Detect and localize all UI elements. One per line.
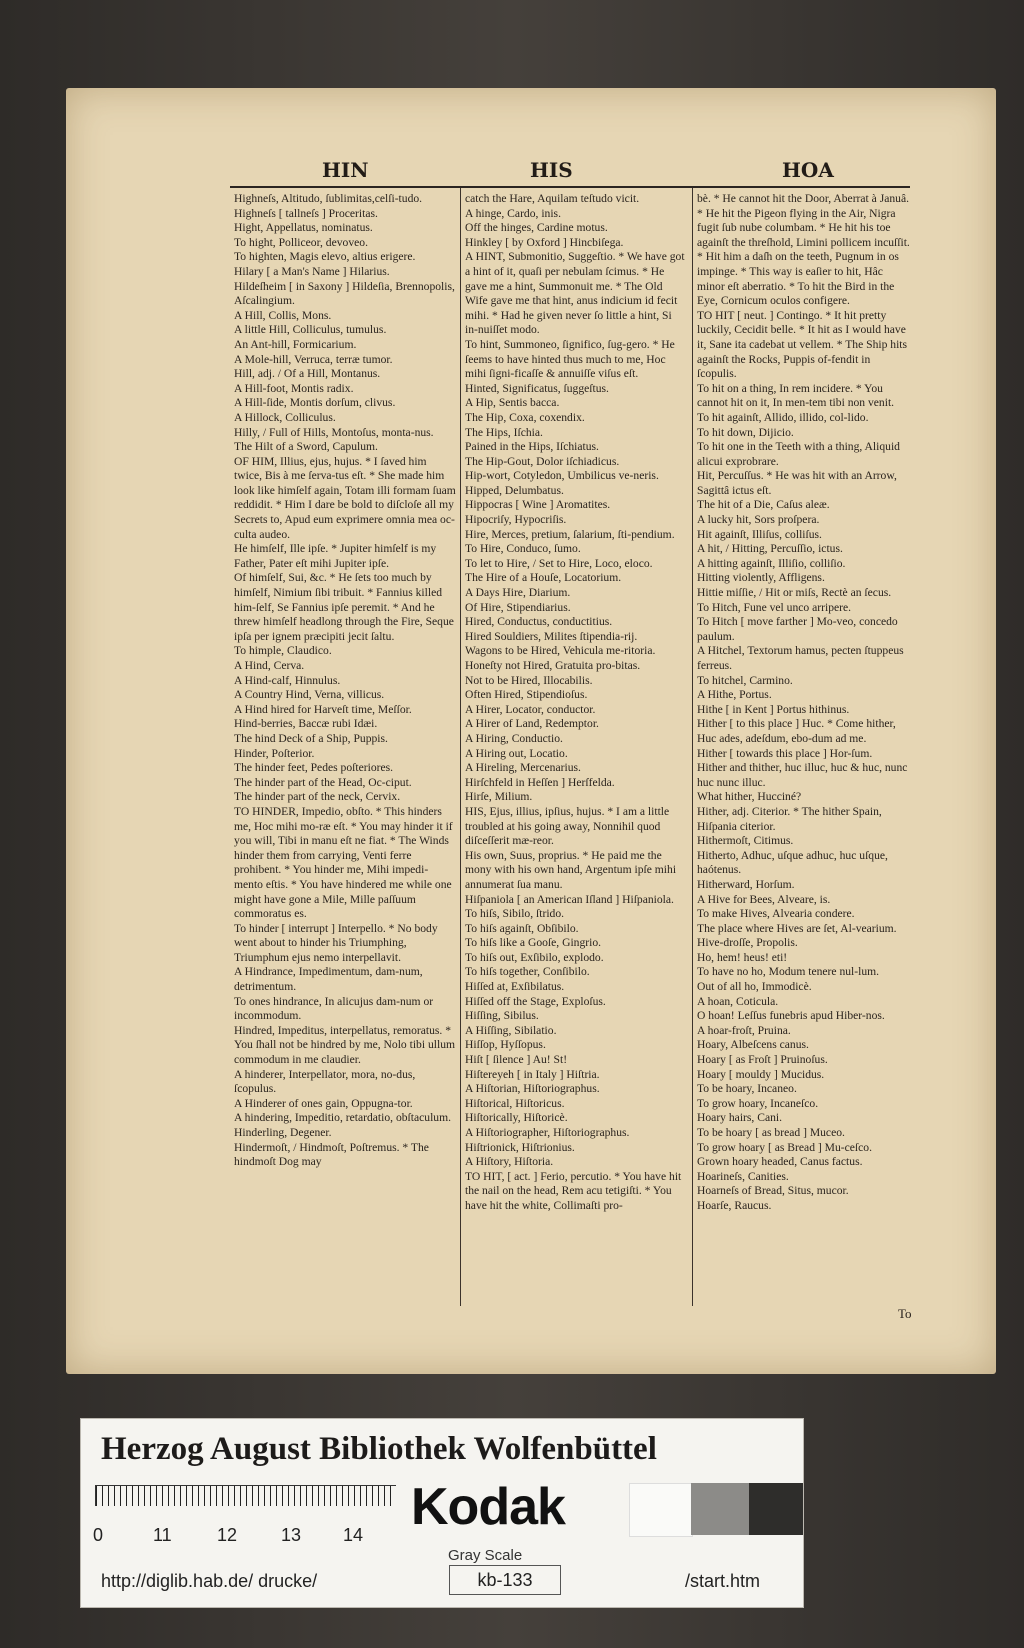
dictionary-entry: Hippocras [ Wine ] Aromatites.: [465, 498, 611, 512]
dictionary-entry: A Country Hind, Verna, villicus.: [234, 688, 385, 702]
dictionary-entry: Hiſſop, Hyſſopus.: [465, 1038, 546, 1052]
column-divider: [460, 188, 461, 1306]
dictionary-entry: A Hindrance, Impedimentum, dam-num, detrimentum.: [234, 965, 423, 994]
dictionary-entry: The Hire of a Houſe, Locatorium.: [465, 571, 622, 585]
dictionary-entry: To hight, Polliceor, devoveo.: [234, 235, 368, 249]
dictionary-entry: Hitherto, Adhuc, uſque adhuc, huc uſque, haótenus.: [697, 848, 888, 877]
dictionary-entry: What hither, Hucciné?: [697, 790, 802, 804]
dictionary-entry: A Hinderer of ones gain, Oppugna-tor.: [234, 1096, 413, 1110]
dictionary-entry: Hip-wort, Cotyledon, Umbilicus ve-neris.: [465, 469, 659, 483]
dictionary-entry: A hinderer, Interpellator, mora, no-dus, ſcopulus.: [234, 1067, 416, 1096]
ruler-scale: [95, 1485, 396, 1520]
dictionary-entry: Highneſs, Altitudo, ſublimitas,celſi-tudo.: [234, 192, 423, 205]
dictionary-entry: The hinder part of the neck, Cervix.: [234, 790, 401, 804]
dictionary-entry: To let to Hire, / Set to Hire, Loco, eloco.: [465, 556, 653, 570]
dictionary-entry: An Ant-hill, Formicarium.: [234, 337, 357, 351]
dictionary-entry: Hoary [ mouldy ] Mucidus.: [697, 1067, 825, 1081]
dictionary-entry: catch the Hare, Aquilam teſtudo vicit.: [465, 192, 640, 205]
dictionary-entry: Hinderling, Degener.: [234, 1126, 332, 1139]
dictionary-entry: A hindering, Impeditio, retardatio, obſtaculum.: [234, 1111, 452, 1125]
dictionary-entry: To hit on a thing, In rem incidere. * You cannot hit on it, In men-tem tibi non venit.: [697, 381, 895, 410]
dictionary-entry: A Hill-foot, Montis radix.: [234, 381, 354, 395]
running-head-middle: HIS: [530, 158, 573, 182]
dictionary-entry: Of himſelf, Sui, &c. * He ſets too much by himſelf, Nimium ſibi tribuit. * Fannius killed him-ſelf, Se Fannius ipſe peremit. * And he threw himſelf headlong through the Fire, Seque ipſa per ignem præcipiti jecit ſaltu.: [234, 571, 454, 643]
dictionary-entry: The Hip-Gout, Dolor iſchiadicus.: [465, 454, 620, 468]
dictionary-entry: To hit one in the Teeth with a thing, Aliquid alicui exprobrare.: [697, 440, 900, 468]
dictionary-entry: To hit down, Dijicio.: [697, 425, 794, 439]
dictionary-entry: Hiſtereyeh [ in Italy ] Hiſtria.: [465, 1067, 600, 1081]
dictionary-entry: To hint, Summoneo, ſignifico, ſug-gero. * He ſeems to have hinted thus much to me, Hoc mihi ſigni-ficaſſe & annuiſſe viſus eſt.: [465, 337, 675, 381]
dictionary-entry: Highneſs [ tallneſs ] Proceritas.: [234, 206, 378, 220]
dictionary-entry: Hire, Merces, pretium, ſalarium, ſti-pendium.: [465, 527, 675, 541]
dictionary-entry: A Hitchel, Textorum hamus, pecten ſtuppeus ferreus.: [697, 644, 904, 672]
dictionary-entry: A hoar-froſt, Pruina.: [697, 1023, 791, 1037]
dictionary-column-3: [697, 192, 912, 1322]
dictionary-entry: Hill, adj. / Of a Hill, Montanus.: [234, 367, 381, 381]
dictionary-entry: A HINT, Submonitio, Suggeſtio. * We have got a hint of it, quaſi per nebulam ſcimus. * He gave me a hint, Summonuit me. * The Old Wife gave me that hint, anus indicium id fecit mihi. * Had he given never ſo little a hint, Si in-nuiſſet modo.: [465, 250, 685, 337]
dictionary-entry: Hoary [ as Froſt ] Pruinoſus.: [697, 1053, 828, 1067]
dictionary-entry: TO HIT [ neut. ] Contingo. * It hit pretty luckily, Cecidit belle. * It hit as I would have it, Sane ita cadebat ut vellem. * The Ship hits againſt the Rocks, Puppis of-fendit in ſcopulis.: [697, 308, 908, 381]
dictionary-entry: Hired, Conductus, conductitius.: [465, 615, 613, 629]
dictionary-entry: Hight, Appellatus, nominatus.: [234, 221, 373, 235]
dictionary-entry: To hiſs, Sibilo, ſtrido.: [465, 907, 565, 921]
dictionary-entry: Hindred, Impeditus, interpellatus, remoratus. * You ſhall not be hindred by me, Nolo tibi ullum commodum in me claudier.: [234, 1023, 456, 1067]
dictionary-entry: To be hoary [ as bread ] Muceo.: [697, 1126, 845, 1139]
dictionary-entry: A Hind, Cerva.: [234, 659, 305, 672]
dictionary-entry: The Hip, Coxa, coxendix.: [465, 410, 585, 424]
dictionary-entry: A Hithe, Portus.: [697, 688, 772, 702]
dictionary-entry: A hinge, Cardo, inis.: [465, 206, 561, 220]
dictionary-entry: A hit, / Hitting, Percuſſio, ictus.: [697, 542, 843, 556]
dictionary-entry: To hitchel, Carmino.: [697, 673, 793, 687]
dictionary-entry: A Hiſtory, Hiſtoria.: [465, 1155, 554, 1169]
dictionary-entry: Hoarneſs of Bread, Situs, mucor.: [697, 1184, 849, 1198]
dictionary-entry: TO HIT, [ act. ] Ferio, percutio. * You have hit the nail on the head, Rem acu tetigiſti. * You have hit the white, Collimaſti pro-: [465, 1169, 682, 1212]
dictionary-entry: A Hill, Collis, Mons.: [234, 308, 332, 322]
dictionary-entry: Hiſtorically, Hiſtoricè.: [465, 1111, 568, 1125]
dictionary-entry: Hit, Percuſſus. * He was hit with an Arrow, Sagittâ ictus eſt.: [697, 469, 897, 497]
dictionary-entry: A hoan, Coticula.: [697, 994, 779, 1008]
dictionary-entry: The hit of a Die, Caſus aleæ.: [697, 498, 830, 512]
dictionary-entry: Hive-droſſe, Propolis.: [697, 936, 798, 950]
dictionary-entry: To hit againſt, Allido, illido, col-lido.: [697, 410, 869, 424]
dictionary-entry: A Hireling, Mercenarius.: [465, 761, 581, 775]
dictionary-entry: Hindermoſt, / Hindmoſt, Poſtremus. * The hindmoſt Dog may: [234, 1140, 429, 1169]
dictionary-entry: Honeſty not Hired, Gratuita pro-bitas.: [465, 659, 641, 672]
dictionary-entry: To hiſs againſt, Obſibilo.: [465, 921, 579, 935]
black-swatch: [749, 1483, 803, 1535]
dictionary-entry: Hirſchfeld in Heſſen ] Herſfelda.: [465, 775, 615, 789]
dictionary-entry: Not to be Hired, Illocabilis.: [465, 673, 593, 687]
dictionary-entry: A Hiring, Conductio.: [465, 731, 563, 745]
dictionary-entry: To himple, Claudico.: [234, 644, 332, 658]
ruler-number: 0: [93, 1525, 104, 1545]
dictionary-entry: To hiſs out, Exſibilo, explodo.: [465, 950, 604, 964]
ruler-numbers: [93, 1525, 393, 1547]
dictionary-entry: Hinted, Significatus, ſuggeſtus.: [465, 381, 609, 395]
dictionary-entry: A Hiſtorian, Hiſtoriographus.: [465, 1082, 600, 1096]
dictionary-entry: To make Hives, Alvearia condere.: [697, 907, 855, 921]
dictionary-entry: Hiſſing, Sibilus.: [465, 1009, 539, 1023]
column-divider: [692, 188, 693, 1306]
color-target-card: [80, 1418, 804, 1608]
dictionary-entry: A Hind hired for Harveſt time, Meſſor.: [234, 702, 412, 716]
dictionary-entry: A Hiſſing, Sibilatio.: [465, 1023, 557, 1037]
dictionary-entry: To Hitch [ move farther ] Mo-veo, concedo paulum.: [697, 615, 898, 643]
dictionary-entry: Off the hinges, Cardine motus.: [465, 221, 608, 235]
dictionary-entry: O hoan! Leſſus funebris apud Hiber-nos.: [697, 1009, 885, 1023]
dictionary-entry: Hiſt [ ſilence ] Au! St!: [465, 1053, 568, 1067]
dictionary-entry: A Hip, Sentis bacca.: [465, 396, 560, 410]
dictionary-entry: A Hill-ſide, Montis dorſum, clivus.: [234, 396, 396, 410]
dictionary-entry: Hinkley [ by Oxford ] Hincbiſega.: [465, 235, 624, 249]
dictionary-entry: The hinder part of the Head, Oc-ciput.: [234, 775, 412, 789]
dictionary-entry: The place where Hives are ſet, Al-vearium.: [697, 921, 897, 935]
dictionary-entry: A lucky hit, Sors proſpera.: [697, 513, 820, 527]
dictionary-entry: Hoarineſs, Canities.: [697, 1169, 789, 1183]
library-url: http://diglib.hab.de/ drucke/: [101, 1571, 318, 1591]
dictionary-entry: A Days Hire, Diarium.: [465, 586, 571, 600]
dictionary-entry: He himſelf, Ille ipſe. * Jupiter himſelf is my Father, Pater eſt mihi Jupiter ipſe.: [234, 542, 437, 570]
dictionary-entry: A Hind-calf, Hinnulus.: [234, 673, 341, 687]
catchword: To: [898, 1306, 912, 1321]
dictionary-entry: Hipocriſy, Hypocriſis.: [465, 513, 567, 527]
dictionary-entry: A Hirer of Land, Redemptor.: [465, 717, 599, 731]
dictionary-entry: A Hive for Bees, Alveare, is.: [697, 892, 831, 906]
dictionary-entry: The hind Deck of a Ship, Puppis.: [234, 731, 388, 745]
dictionary-entry: To have no ho, Modum tenere nul-lum.: [697, 965, 880, 979]
dictionary-entry: To Hitch, Fune vel unco arripere.: [697, 600, 852, 614]
library-title: Herzog August Bibliothek Wolfenbüttel: [101, 1431, 657, 1467]
dictionary-entry: OF HIM, Illius, ejus, hujus. * I ſaved him twice, Bis à me ſerva-tus eſt. * She made him look like himſelf again, Totam illi formam ſuam reddidit. * Him I dare be bold to diſcloſe all my Secrets to, Apud eum exprimere omnia mea oc-culta audeo.: [234, 454, 456, 541]
dictionary-entry: Hiſtorical, Hiſtoricus.: [465, 1096, 565, 1110]
dictionary-entry: To ones hindrance, In alicujus dam-num or incommodum.: [234, 994, 434, 1023]
ruler-number: 12: [217, 1525, 238, 1545]
dictionary-entry: A hitting againſt, Illiſio, colliſio.: [697, 556, 846, 570]
dictionary-entry: A Hirer, Locator, conductor.: [465, 702, 596, 716]
dictionary-entry: Hind-berries, Baccæ rubi Idæi.: [234, 717, 378, 731]
dictionary-entry: A Hiſtoriographer, Hiſtoriographus.: [465, 1126, 630, 1139]
dictionary-entry: A little Hill, Colliculus, tumulus.: [234, 323, 387, 337]
dictionary-entry: Hoarſe, Raucus.: [697, 1198, 772, 1212]
dictionary-entry: Hilary [ a Man's Name ] Hilarius.: [234, 264, 390, 278]
dictionary-entry: Hitting violently, Affligens.: [697, 571, 825, 585]
dictionary-entry: Hitherward, Horſum.: [697, 877, 795, 891]
start-link: /start.htm: [685, 1571, 761, 1591]
dictionary-entry: Hoary hairs, Cani.: [697, 1111, 783, 1125]
dictionary-entry: TO HINDER, Impedio, obſto. * This hinders me, Hoc mihi mo-ræ eſt. * You may hinder it if you will, Tibi in manu eſt ne fiat. * The Winds hinder them from carrying, Venti ferre prohibent. * You hinder me, Mihi impedi-mento eſtis. * You have hindered me while one might have gone a Mile, Mille paſſuum commoratus es.: [234, 804, 453, 921]
dictionary-entry: To grow hoary, Incaneſco.: [697, 1096, 819, 1110]
dictionary-entry: Hither [ towards this place ] Hor-ſum.: [697, 746, 873, 760]
running-head-right: HOA: [782, 158, 834, 182]
dictionary-entry: Pained in the Hips, Iſchiatus.: [465, 440, 599, 454]
dictionary-entry: To hiſs together, Conſibilo.: [465, 965, 590, 979]
dictionary-entry: Hither, adj. Citerior. * The hither Spain, Hiſpania citerior.: [697, 804, 882, 833]
dictionary-entry: A Hillock, Colliculus.: [234, 410, 336, 424]
dictionary-entry: HIS, Ejus, illius, ipſius, hujus. * I am a little troubled at his going away, Nonnihil quod diſceſſerit mæ-reor.: [465, 804, 670, 848]
dictionary-entry: Hiſſed off the Stage, Exploſus.: [465, 994, 606, 1008]
dictionary-entry: Hipped, Delumbatus.: [465, 483, 564, 497]
gray-swatch: [691, 1483, 749, 1535]
dictionary-entry: Out of all ho, Immodicè.: [697, 980, 812, 994]
white-swatch: [629, 1483, 693, 1537]
dictionary-entry: Hiſtrionick, Hiſtrionius.: [465, 1140, 575, 1154]
dictionary-entry: The Hilt of a Sword, Capulum.: [234, 440, 378, 454]
dictionary-entry: Hit againſt, Illiſus, colliſus.: [697, 527, 822, 541]
dictionary-entry: Grown hoary headed, Canus factus.: [697, 1155, 863, 1169]
dictionary-entry: Hired Souldiers, Milites ſtipendia-rij.: [465, 629, 638, 643]
dictionary-entry: To grow hoary [ as Bread ] Mu-ceſco.: [697, 1140, 872, 1154]
dictionary-entry: Often Hired, Stipendioſus.: [465, 688, 588, 702]
dictionary-column-1: [234, 192, 456, 1322]
dictionary-entry: His own, Suus, proprius. * He paid me the mony with his own hand, Argentum ipſe mihi annumerat ſua manu.: [465, 848, 677, 891]
dictionary-entry: Hithermoſt, Citimus.: [697, 834, 794, 848]
dictionary-entry: Hildeſheim [ in Saxony ] Hildeſia, Brennopolis, Aſcalingium.: [234, 279, 455, 308]
dictionary-column-2: [465, 192, 687, 1322]
dictionary-entry: To Hire, Conduco, ſumo.: [465, 542, 581, 556]
dictionary-entry: Hirſe, Milium.: [465, 790, 533, 804]
gray-scale-label: Gray Scale: [448, 1547, 523, 1564]
dictionary-entry: Hoary, Albeſcens canus.: [697, 1038, 809, 1052]
ruler-number: 11: [153, 1525, 172, 1545]
dictionary-entry: To hiſs like a Gooſe, Gingrio.: [465, 936, 602, 950]
dictionary-entry: To be hoary, Incaneo.: [697, 1082, 797, 1096]
dictionary-entry: Of Hire, Stipendiarius.: [465, 600, 571, 614]
dictionary-entry: Hinder, Poſterior.: [234, 746, 315, 760]
scan-code: kb-133: [449, 1565, 561, 1595]
dictionary-entry: Hiſſed at, Exſibilatus.: [465, 980, 565, 994]
dictionary-entry: Wagons to be Hired, Vehicula me-ritoria.: [465, 644, 656, 658]
dictionary-entry: Ho, hem! heus! eti!: [697, 950, 788, 964]
running-head-left: HIN: [322, 158, 369, 182]
dictionary-entry: The hinder feet, Pedes poſteriores.: [234, 761, 394, 775]
dictionary-entry: Hithe [ in Kent ] Portus hithinus.: [697, 702, 850, 716]
dictionary-entry: Hittie miſſie, / Hit or miſs, Rectè an ſecus.: [697, 586, 892, 600]
dictionary-entry: bè. * He cannot hit the Door, Aberrat à Januâ. * He hit the Pigeon flying in the Air, Nigra fugit ſub nube columbam. * He hit his toe againſt the threſhold, Limini pollicem incuſſit. * Hit him a daſh on the teeth, Pugnum in os impinge. * This way is eaſier to hit, Hâc minor eſt aberratio. * To hit the Bird in the Eye, Cornicum oculos configere.: [697, 192, 910, 308]
dictionary-entry: The Hips, Iſchia.: [465, 425, 543, 439]
running-head: [230, 152, 910, 188]
dictionary-entry: A Hiring out, Locatio.: [465, 746, 568, 760]
dictionary-entry: Hiſpaniola [ an American Iſland ] Hiſpaniola.: [465, 892, 674, 906]
ruler-number: 13: [281, 1525, 302, 1545]
kodak-logo: Kodak: [411, 1478, 565, 1536]
dictionary-entry: Hither [ to this place ] Huc. * Come hither, Huc ades, adeſdum, ebo-dum ad me.: [697, 717, 896, 745]
dictionary-entry: Hither and thither, huc illuc, huc & huc, nunc huc nunc illuc.: [697, 761, 908, 789]
dictionary-entry: Hilly, / Full of Hills, Montoſus, monta-nus.: [234, 425, 434, 439]
dictionary-entry: To hinder [ interrupt ] Interpello. * No body went about to hinder his Triumphing, Triumphum ejus nemo interpellavit.: [234, 921, 438, 964]
dictionary-entry: To highten, Magis elevo, altius erigere.: [234, 250, 416, 264]
dictionary-entry: A Mole-hill, Verruca, terræ tumor.: [234, 352, 393, 366]
ruler-number: 14: [343, 1525, 364, 1545]
